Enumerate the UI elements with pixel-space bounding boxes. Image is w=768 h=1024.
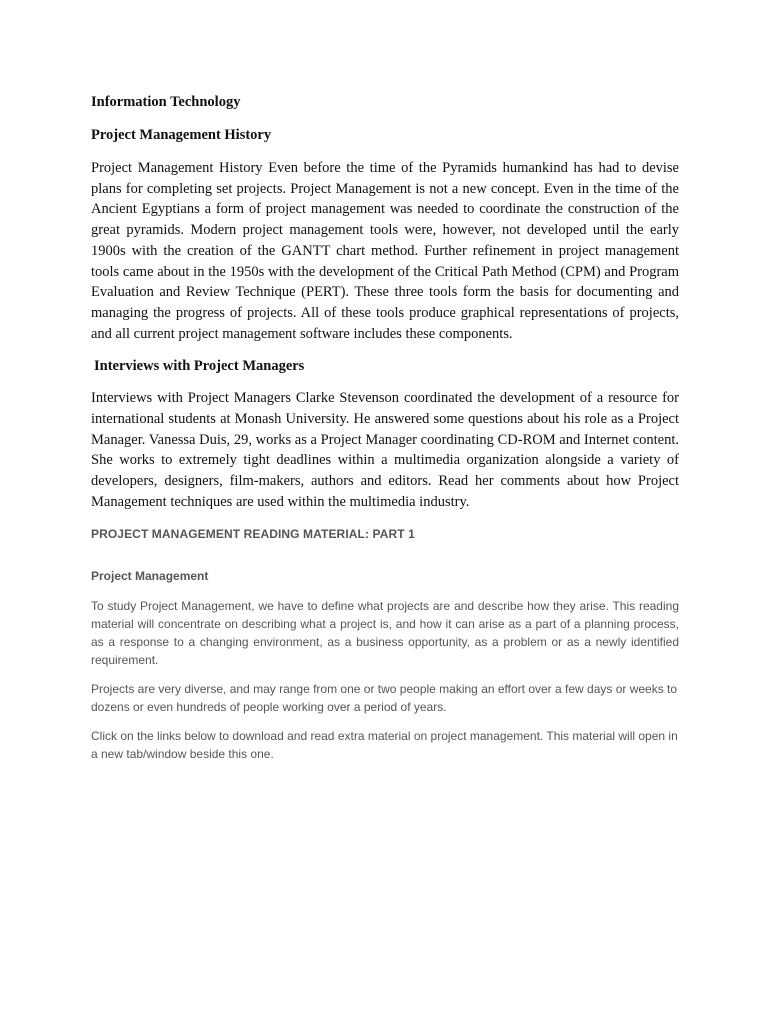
document-title: Information Technology [91, 94, 241, 110]
interviews-paragraph: Interviews with Project Managers Clarke Stevenson coordinated the development of a resource for international students at Monash University. He answered some questions about his role as a Project Manager. Vanessa Duis, 29, works as a Project Manager coordinating CD-ROM and Internet content. She works to extremely tight deadlines within a multimedia organization alongside a variety of developers, designers, film-makers, authors and editors. Read her comments about how Project Management techniques are used within the multimedia industry. [91, 390, 679, 510]
reading-paragraph: To study Project Management, we have to define what projects are and describe how they arise. This reading material will concentrate on describing what a project is, and how it can arise as a part of a planning process, as a response to a changing environment, as a business opportunity, as a problem or as a newly identified requirement. [91, 598, 679, 667]
interviews-heading: Interviews with Project Managers [94, 358, 305, 375]
history-heading: Project Management History [91, 127, 272, 143]
history-paragraph: Project Management History Even before the time of the Pyramids humankind has had to devise plans for completing set projects. Project Management is not a new concept. Even in the time of the Ancient Egyptians a form of project management was needed to coordinate the construction of the great pyramids. Modern project management tools were, however, not developed until the early 1900s with the creation of the GANTT chart method. Further refinement in project management tools came about in the 1950s with the development of the Critical Path Method (CPM) and Program Evaluation and Review Technique (PERT). These three tools form the basis for documenting and managing the progress of projects. All of these tools produce graphical representations of projects, and all current project management software includes these components. [91, 160, 679, 342]
project-management-subheading: Project Management [91, 568, 209, 583]
document-page [91, 88, 679, 763]
reading-paragraph: Click on the links below to download and read extra material on project management. This material will open in a new tab/window beside this one. [91, 728, 678, 761]
reading-paragraph: Projects are very diverse, and may range from one or two people making an effort over a few days or weeks to dozens or even hundreds of people working over a period of years. [91, 681, 678, 714]
reading-material-heading: PROJECT MANAGEMENT READING MATERIAL: PART 1 [91, 526, 415, 541]
